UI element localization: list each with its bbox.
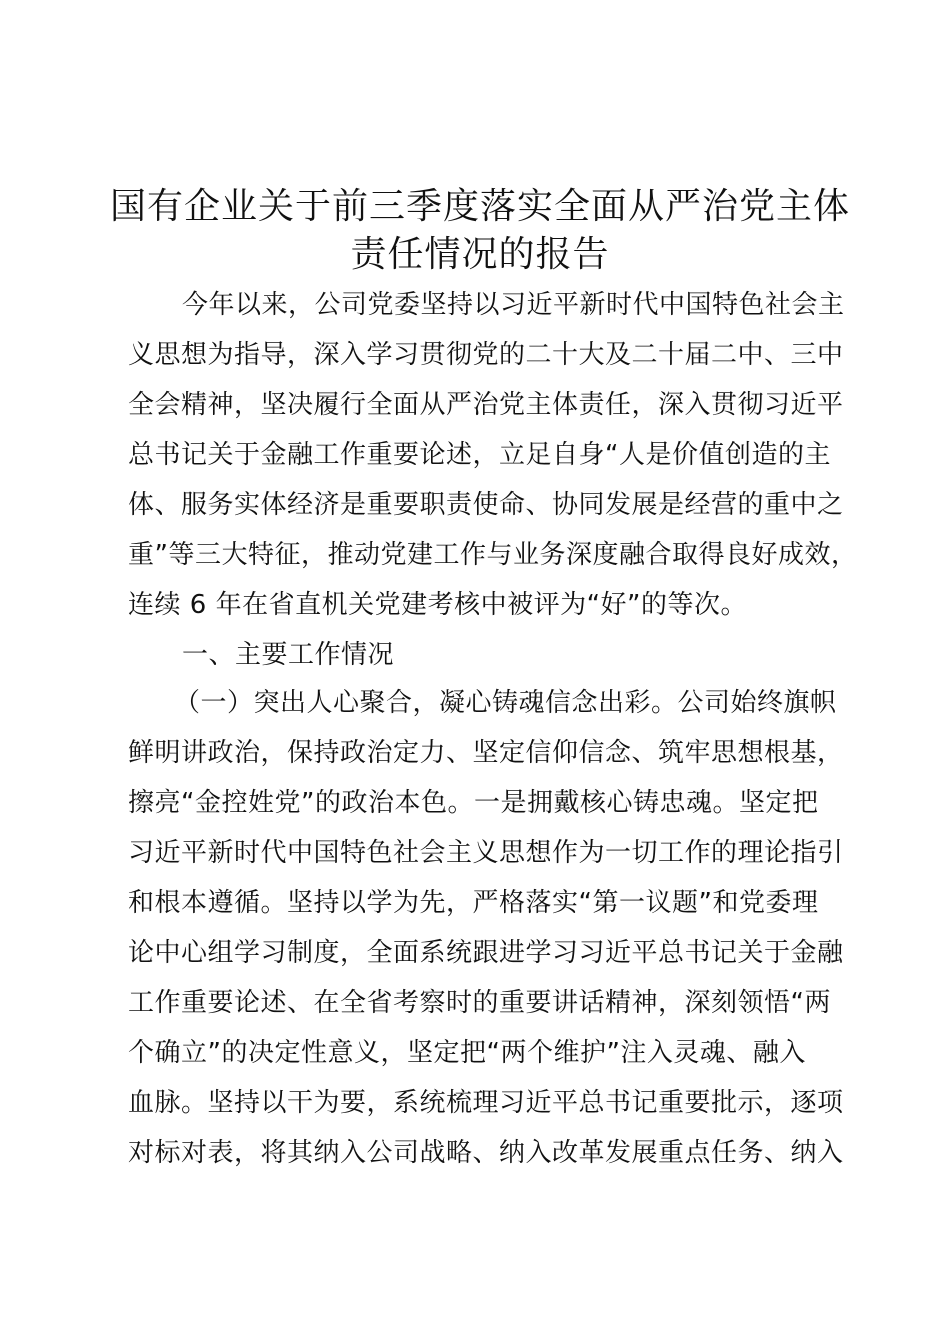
body-line: 擦亮“金控姓党”的政治本色。一是拥戴核心铸忠魂。坚定把: [128, 788, 819, 818]
body-line: 鲜明讲政治，保持政治定力、坚定信仰信念、筑牢思想根基，: [128, 738, 844, 768]
body-line: 论中心组学习制度，全面系统跟进学习习近平总书记关于金融: [128, 938, 844, 968]
body-line: 和根本遵循。坚持以学为先，严格落实“第一议题”和党委理: [128, 888, 819, 918]
body-line: 血脉。坚持以干为要，系统梳理习近平总书记重要批示，逐项: [128, 1088, 844, 1118]
body-line: 习近平新时代中国特色社会主义思想作为一切工作的理论指引: [128, 838, 844, 868]
body-line: 义思想为指导，深入学习贯彻党的二十大及二十届二中、三中: [128, 340, 844, 370]
document-title-line-2: 责任情况的报告: [350, 234, 610, 275]
body-line: 总书记关于金融工作重要论述，立足自身“人是价值创造的主: [128, 440, 831, 470]
body-line: 今年以来，公司党委坚持以习近平新时代中国特色社会主: [182, 290, 845, 320]
body-line: 体、服务实体经济是重要职责使命、协同发展是经营的重中之: [128, 490, 844, 520]
subsection-lead-line: （一）突出人心聚合，凝心铸魂信念出彩。公司始终旗帜: [174, 688, 837, 718]
body-line: 个确立”的决定性意义，坚定把“两个维护”注入灵魂、融入: [128, 1038, 806, 1068]
document-title-line-1: 国有企业关于前三季度落实全面从严治党主体: [109, 186, 850, 227]
body-line: 连续 6 年在省直机关党建考核中被评为“好”的等次。: [128, 590, 748, 620]
body-line: 重”等三大特征，推动党建工作与业务深度融合取得良好成效，: [128, 540, 858, 570]
body-line: 对标对表，将其纳入公司战略、纳入改革发展重点任务、纳入: [128, 1138, 844, 1168]
section-heading: 一、主要工作情况: [182, 640, 395, 670]
body-line: 全会精神，坚决履行全面从严治党主体责任，深入贯彻习近平: [128, 390, 844, 420]
body-line: 工作重要论述、在全省考察时的重要讲话精神，深刻领悟“两: [128, 988, 831, 1018]
